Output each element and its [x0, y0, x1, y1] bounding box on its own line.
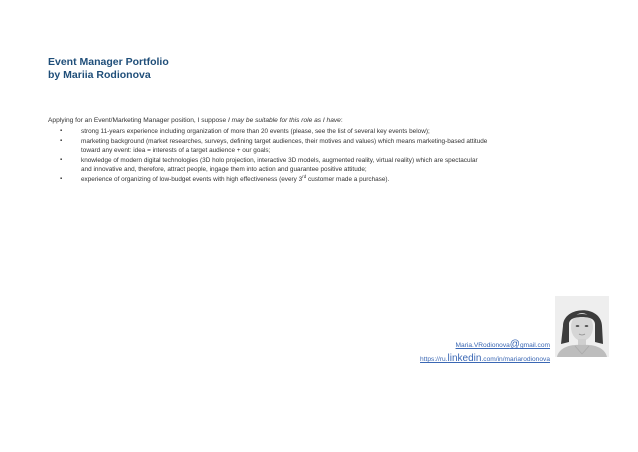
linkedin-link[interactable]: https://ru.linkedin.com/in/mariarodionova	[420, 353, 550, 364]
email-line	[420, 338, 550, 352]
list-item	[48, 175, 488, 185]
profile-photo	[555, 296, 609, 357]
bullet-icon: ▪	[60, 137, 63, 144]
qualifications-list	[48, 127, 488, 185]
intro-emphasis: I may be suitable for this role as I have	[227, 117, 341, 124]
contact-block	[420, 338, 550, 366]
list-item	[48, 137, 488, 156]
ordinal-suffix: rd	[302, 173, 307, 179]
page-author: by Mariia Rodionova	[48, 69, 151, 81]
list-item-text: experience of organizing of low-budget events with high effectiveness (every 3	[81, 175, 303, 183]
list-item	[48, 156, 488, 175]
page-title: Event Manager Portfolio	[48, 56, 169, 68]
bullet-icon: ▪	[60, 156, 63, 163]
bullet-icon: ▪	[60, 128, 63, 134]
bullet-icon: ▪	[60, 175, 63, 182]
list-item-text: knowledge of modern digital technologies (3D holo projection, interactive 3D models, augmented reality, virtual reality) which are spectacular and innovative and, therefore, attract people, ingage them into action and guarantee positive attitude;	[81, 156, 478, 174]
list-item	[48, 127, 488, 137]
list-item-text-end: customer made a purchase).	[306, 175, 390, 183]
list-item-text: marketing background (market researches, surveys, defining target audiences, their motives and values) which means marketing-based attitude toward any event: idea = interests of a target audience + our goals;	[81, 137, 488, 155]
linkedin-line	[420, 352, 550, 366]
intro-prefix: Applying for an Event/Marketing Manager position, I suppose	[48, 117, 228, 124]
email-link[interactable]: Maria.VRodionova@gmail.com	[455, 339, 550, 350]
intro-suffix: :	[340, 117, 343, 124]
portrait-icon	[555, 296, 609, 357]
intro-paragraph	[48, 116, 608, 125]
list-item-text: strong 11-years experience including organization of more than 20 events (please, see the list of several key events below);	[81, 128, 430, 135]
title-block	[48, 56, 169, 82]
